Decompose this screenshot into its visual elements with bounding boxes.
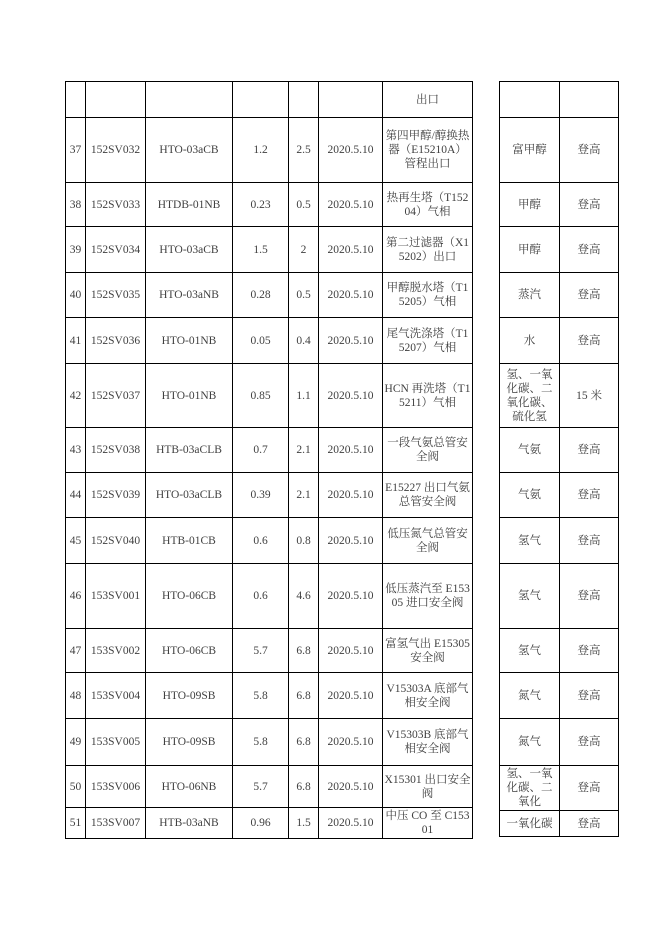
cell-medium: 氮气 bbox=[500, 673, 560, 719]
table-row bbox=[500, 118, 619, 183]
table-row bbox=[500, 227, 619, 273]
table-row bbox=[66, 318, 473, 364]
cell-medium: 富甲醇 bbox=[500, 118, 560, 183]
table-row bbox=[500, 273, 619, 318]
cell-row-number: 46 bbox=[66, 564, 86, 629]
cell-medium: 氢气 bbox=[500, 629, 560, 673]
cell-pressure-value-1: 5.8 bbox=[233, 719, 289, 766]
cell-location-description: 甲醇脱水塔（T15205）气相 bbox=[383, 273, 473, 318]
cell-date: 2020.5.10 bbox=[319, 273, 383, 318]
cell-height-note: 登高 bbox=[560, 811, 619, 837]
cell-location-description: 一段气氨总管安全阀 bbox=[383, 428, 473, 473]
table-row bbox=[66, 518, 473, 564]
cell-date: 2020.5.10 bbox=[319, 227, 383, 273]
cell-valve-model: HTO-03aCB bbox=[146, 118, 233, 183]
cell-valve-tag: 153SV007 bbox=[86, 808, 146, 839]
cell-valve-model bbox=[146, 82, 233, 118]
safety-valve-table-left bbox=[65, 81, 473, 839]
table-row bbox=[66, 183, 473, 227]
cell-location-description: 富氢气出 E15305 安全阀 bbox=[383, 629, 473, 673]
cell-row-number: 42 bbox=[66, 364, 86, 428]
cell-date: 2020.5.10 bbox=[319, 673, 383, 719]
cell-valve-tag: 152SV040 bbox=[86, 518, 146, 564]
cell-valve-model: HTO-01NB bbox=[146, 318, 233, 364]
cell-valve-model: HTO-01NB bbox=[146, 364, 233, 428]
cell-valve-model: HTB-03aNB bbox=[146, 808, 233, 839]
cell-height-note: 登高 bbox=[560, 183, 619, 227]
table-row bbox=[66, 118, 473, 183]
table-row bbox=[500, 428, 619, 473]
cell-height-note: 登高 bbox=[560, 719, 619, 766]
cell-pressure-value-1: 0.28 bbox=[233, 273, 289, 318]
cell-valve-model: HTO-06NB bbox=[146, 766, 233, 808]
cell-valve-model: HTO-03aNB bbox=[146, 273, 233, 318]
cell-valve-tag: 153SV002 bbox=[86, 629, 146, 673]
cell-location-description: 低压氮气总管安全阀 bbox=[383, 518, 473, 564]
cell-height-note: 登高 bbox=[560, 518, 619, 564]
cell-row-number: 40 bbox=[66, 273, 86, 318]
cell-valve-model: HTO-03aCB bbox=[146, 227, 233, 273]
cell-row-number: 50 bbox=[66, 766, 86, 808]
cell-valve-tag: 152SV032 bbox=[86, 118, 146, 183]
cell-valve-tag: 152SV033 bbox=[86, 183, 146, 227]
cell-date: 2020.5.10 bbox=[319, 564, 383, 629]
cell-pressure-value-2: 6.8 bbox=[289, 766, 319, 808]
cell-location-description: 第四甲醇/醇换热器（E15210A）管程出口 bbox=[383, 118, 473, 183]
table-row bbox=[66, 227, 473, 273]
cell-valve-model: HTO-06CB bbox=[146, 564, 233, 629]
cell-pressure-value-1: 0.7 bbox=[233, 428, 289, 473]
cell-height-note: 登高 bbox=[560, 273, 619, 318]
cell-date: 2020.5.10 bbox=[319, 808, 383, 839]
table-row bbox=[500, 766, 619, 811]
cell-pressure-value-2: 2.5 bbox=[289, 118, 319, 183]
cell-height-note: 15 米 bbox=[560, 364, 619, 428]
cell-row-number: 47 bbox=[66, 629, 86, 673]
cell-valve-model: HTO-09SB bbox=[146, 719, 233, 766]
cell-location-description: 出口 bbox=[383, 82, 473, 118]
cell-height-note: 登高 bbox=[560, 227, 619, 273]
cell-valve-tag: 153SV005 bbox=[86, 719, 146, 766]
right-table-body bbox=[500, 82, 619, 837]
table-row bbox=[500, 811, 619, 837]
cell-location-description: HCN 再洗塔（T15211）气相 bbox=[383, 364, 473, 428]
cell-row-number: 41 bbox=[66, 318, 86, 364]
cell-valve-model: HTDB-01NB bbox=[146, 183, 233, 227]
cell-pressure-value-2: 2.1 bbox=[289, 473, 319, 518]
cell-valve-tag: 153SV004 bbox=[86, 673, 146, 719]
cell-valve-model: HTO-03aCLB bbox=[146, 473, 233, 518]
cell-height-note: 登高 bbox=[560, 318, 619, 364]
cell-valve-tag: 152SV037 bbox=[86, 364, 146, 428]
cell-pressure-value-2: 6.8 bbox=[289, 673, 319, 719]
cell-pressure-value-1: 5.8 bbox=[233, 673, 289, 719]
table-row bbox=[66, 629, 473, 673]
cell-medium: 甲醇 bbox=[500, 227, 560, 273]
cell-row-number: 37 bbox=[66, 118, 86, 183]
cell-row-number: 45 bbox=[66, 518, 86, 564]
cell-pressure-value-1: 1.2 bbox=[233, 118, 289, 183]
cell-date: 2020.5.10 bbox=[319, 629, 383, 673]
cell-medium bbox=[500, 82, 560, 118]
cell-location-description: 尾气洗涤塔（T15207）气相 bbox=[383, 318, 473, 364]
cell-pressure-value-2: 1.1 bbox=[289, 364, 319, 428]
cell-pressure-value-1 bbox=[233, 82, 289, 118]
cell-location-description: V15303A 底部气相安全阀 bbox=[383, 673, 473, 719]
cell-valve-tag: 152SV035 bbox=[86, 273, 146, 318]
cell-valve-tag: 153SV006 bbox=[86, 766, 146, 808]
table-row bbox=[500, 364, 619, 428]
cell-height-note: 登高 bbox=[560, 473, 619, 518]
cell-pressure-value-2: 0.5 bbox=[289, 183, 319, 227]
cell-valve-model: HTO-06CB bbox=[146, 629, 233, 673]
cell-row-number: 49 bbox=[66, 719, 86, 766]
cell-valve-tag bbox=[86, 82, 146, 118]
cell-medium: 水 bbox=[500, 318, 560, 364]
table-row bbox=[500, 82, 619, 118]
cell-row-number: 38 bbox=[66, 183, 86, 227]
cell-height-note: 登高 bbox=[560, 564, 619, 629]
cell-date: 2020.5.10 bbox=[319, 766, 383, 808]
cell-valve-model: HTB-01CB bbox=[146, 518, 233, 564]
cell-height-note: 登高 bbox=[560, 629, 619, 673]
table-row bbox=[500, 673, 619, 719]
cell-pressure-value-2: 6.8 bbox=[289, 719, 319, 766]
table-row bbox=[66, 364, 473, 428]
cell-date bbox=[319, 82, 383, 118]
cell-row-number bbox=[66, 82, 86, 118]
cell-pressure-value-2: 0.8 bbox=[289, 518, 319, 564]
cell-valve-model: HTB-03aCLB bbox=[146, 428, 233, 473]
table-row bbox=[66, 82, 473, 118]
cell-pressure-value-1: 0.39 bbox=[233, 473, 289, 518]
cell-pressure-value-2: 2 bbox=[289, 227, 319, 273]
cell-pressure-value-2: 0.4 bbox=[289, 318, 319, 364]
cell-pressure-value-2 bbox=[289, 82, 319, 118]
cell-valve-tag: 152SV038 bbox=[86, 428, 146, 473]
cell-pressure-value-1: 0.6 bbox=[233, 518, 289, 564]
table-row bbox=[66, 719, 473, 766]
cell-medium: 氢气 bbox=[500, 564, 560, 629]
left-table-body bbox=[66, 82, 473, 839]
cell-pressure-value-2: 4.6 bbox=[289, 564, 319, 629]
cell-pressure-value-2: 6.8 bbox=[289, 629, 319, 673]
cell-valve-tag: 152SV039 bbox=[86, 473, 146, 518]
cell-medium: 氮气 bbox=[500, 719, 560, 766]
cell-row-number: 48 bbox=[66, 673, 86, 719]
table-row bbox=[500, 473, 619, 518]
cell-date: 2020.5.10 bbox=[319, 473, 383, 518]
cell-location-description: 低压蒸汽至 E15305 进口安全阀 bbox=[383, 564, 473, 629]
table-row bbox=[500, 518, 619, 564]
cell-valve-tag: 152SV036 bbox=[86, 318, 146, 364]
cell-medium: 一氧化碳 bbox=[500, 811, 560, 837]
cell-height-note: 登高 bbox=[560, 766, 619, 811]
table-row bbox=[500, 183, 619, 227]
cell-height-note: 登高 bbox=[560, 428, 619, 473]
cell-medium: 氢、一氧化碳、二氧化碳、硫化氢 bbox=[500, 364, 560, 428]
table-row bbox=[66, 273, 473, 318]
cell-medium: 蒸汽 bbox=[500, 273, 560, 318]
cell-row-number: 44 bbox=[66, 473, 86, 518]
table-row bbox=[66, 808, 473, 839]
cell-date: 2020.5.10 bbox=[319, 364, 383, 428]
table-row bbox=[66, 766, 473, 808]
safety-valve-register bbox=[65, 81, 619, 839]
cell-date: 2020.5.10 bbox=[319, 428, 383, 473]
cell-date: 2020.5.10 bbox=[319, 183, 383, 227]
cell-height-note: 登高 bbox=[560, 673, 619, 719]
safety-valve-table-right bbox=[499, 81, 619, 837]
cell-medium: 甲醇 bbox=[500, 183, 560, 227]
cell-pressure-value-1: 0.05 bbox=[233, 318, 289, 364]
cell-valve-model: HTO-09SB bbox=[146, 673, 233, 719]
cell-medium: 氢气 bbox=[500, 518, 560, 564]
table-row bbox=[500, 629, 619, 673]
cell-pressure-value-1: 0.96 bbox=[233, 808, 289, 839]
table-row bbox=[500, 564, 619, 629]
cell-pressure-value-1: 5.7 bbox=[233, 766, 289, 808]
cell-valve-tag: 152SV034 bbox=[86, 227, 146, 273]
cell-pressure-value-2: 1.5 bbox=[289, 808, 319, 839]
cell-location-description: X15301 出口安全阀 bbox=[383, 766, 473, 808]
cell-row-number: 39 bbox=[66, 227, 86, 273]
cell-location-description: V15303B 底部气相安全阀 bbox=[383, 719, 473, 766]
cell-medium: 气氨 bbox=[500, 428, 560, 473]
cell-height-note: 登高 bbox=[560, 118, 619, 183]
cell-pressure-value-1: 1.5 bbox=[233, 227, 289, 273]
table-row bbox=[66, 473, 473, 518]
cell-pressure-value-2: 2.1 bbox=[289, 428, 319, 473]
table-row bbox=[66, 428, 473, 473]
table-row bbox=[66, 673, 473, 719]
cell-location-description: E15227 出口气氨总管安全阀 bbox=[383, 473, 473, 518]
cell-medium: 氢、一氧化碳、二氧化 bbox=[500, 766, 560, 811]
cell-height-note bbox=[560, 82, 619, 118]
cell-location-description: 热再生塔（T15204）气相 bbox=[383, 183, 473, 227]
cell-location-description: 第二过滤器（X15202）出口 bbox=[383, 227, 473, 273]
table-row bbox=[500, 719, 619, 766]
cell-pressure-value-1: 5.7 bbox=[233, 629, 289, 673]
cell-date: 2020.5.10 bbox=[319, 318, 383, 364]
cell-row-number: 43 bbox=[66, 428, 86, 473]
cell-pressure-value-1: 0.23 bbox=[233, 183, 289, 227]
cell-medium: 气氨 bbox=[500, 473, 560, 518]
table-row bbox=[500, 318, 619, 364]
cell-date: 2020.5.10 bbox=[319, 719, 383, 766]
cell-date: 2020.5.10 bbox=[319, 518, 383, 564]
cell-row-number: 51 bbox=[66, 808, 86, 839]
cell-pressure-value-2: 0.5 bbox=[289, 273, 319, 318]
table-row bbox=[66, 564, 473, 629]
cell-pressure-value-1: 0.6 bbox=[233, 564, 289, 629]
cell-location-description: 中压 CO 至 C15301 bbox=[383, 808, 473, 839]
cell-date: 2020.5.10 bbox=[319, 118, 383, 183]
cell-valve-tag: 153SV001 bbox=[86, 564, 146, 629]
cell-pressure-value-1: 0.85 bbox=[233, 364, 289, 428]
